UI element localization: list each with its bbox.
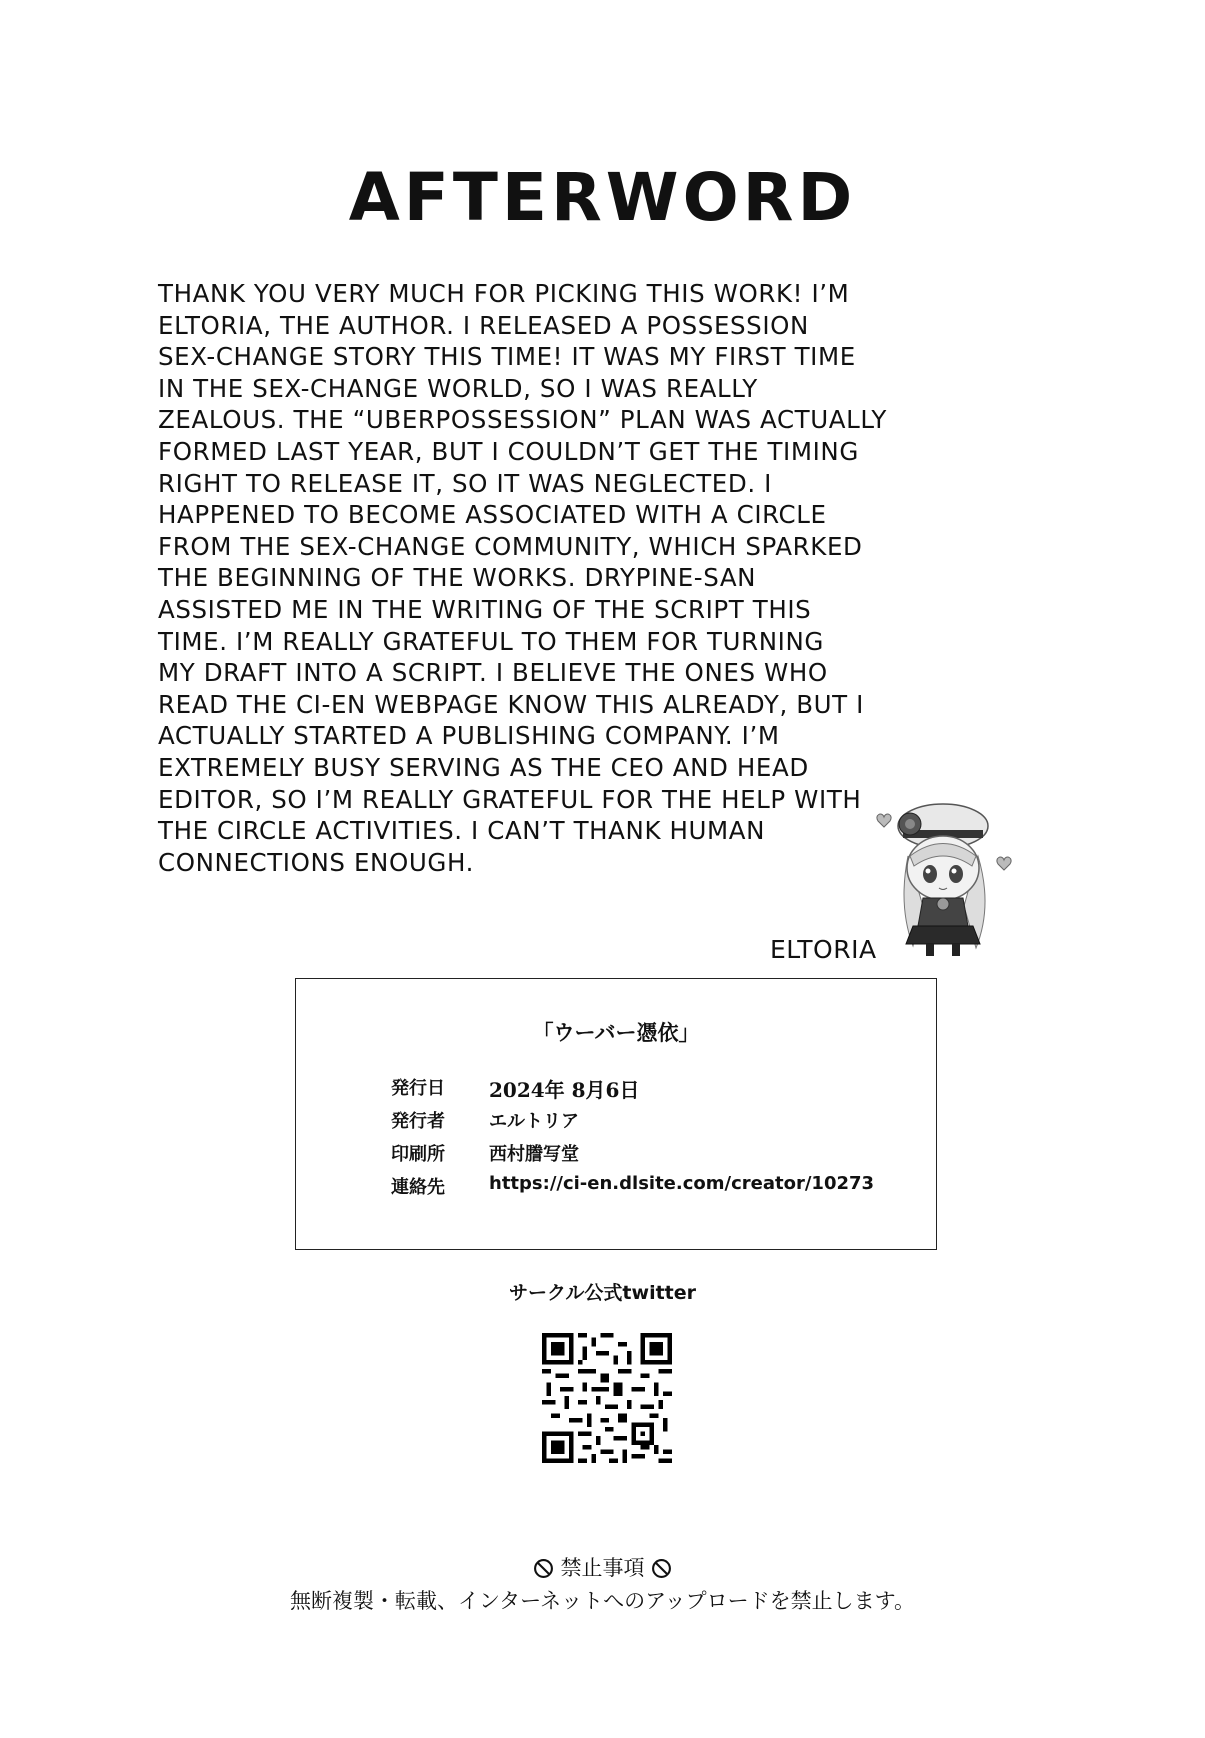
prohibited-icon <box>651 1558 672 1579</box>
afterword-line: FORMED LAST YEAR, BUT I COULDN’T GET THE TIMING <box>158 436 859 466</box>
colophon-value: 西村謄写堂 <box>489 1144 579 1165</box>
afterword-line: ELTORIA, THE AUTHOR. I RELEASED A POSSESSION <box>158 310 809 340</box>
afterword-line: ACTUALLY STARTED A PUBLISHING COMPANY. I’M <box>158 721 780 751</box>
afterword-line: EXTREMELY BUSY SERVING AS THE CEO AND HEAD <box>158 752 809 782</box>
afterword-line: ASSISTED ME IN THE WRITING OF THE SCRIPT THIS <box>158 594 812 624</box>
afterword-line: RIGHT TO RELEASE IT, SO IT WAS NEGLECTED. I <box>158 468 772 498</box>
afterword-text <box>158 278 898 878</box>
afterword-line: IN THE SEX-CHANGE WORLD, SO I WAS REALLY <box>158 373 758 403</box>
prohibition-heading-text: 禁止事項 <box>560 1556 645 1580</box>
afterword-line: ZEALOUS. THE “UBERPOSSESSION” PLAN WAS ACTUALLY <box>158 405 887 435</box>
afterword-line: THE CIRCLE ACTIVITIES. I CAN’T THANK HUMAN <box>158 816 766 846</box>
afterword-line: HAPPENED TO BECOME ASSOCIATED WITH A CIRCLE <box>158 500 827 530</box>
prohibition-text: 無断複製・転載、インターネットへのアップロードを禁止します。 <box>290 1589 915 1613</box>
afterword-line: FROM THE SEX-CHANGE COMMUNITY, WHICH SPARKED <box>158 531 863 561</box>
prohibited-icon <box>533 1558 554 1579</box>
heart-icon <box>997 857 1011 870</box>
afterword-line: TIME. I’M REALLY GRATEFUL TO THEM FOR TURNING <box>158 626 824 656</box>
prohibition-heading <box>0 1552 1205 1582</box>
contact-url: https://ci-en.dlsite.com/creator/10273 <box>489 1173 875 1194</box>
colophon-label: 発行日 <box>391 1078 445 1099</box>
afterword-line: MY DRAFT INTO A SCRIPT. I BELIEVE THE ONES WHO <box>158 658 828 688</box>
afterword-line: SEX-CHANGE STORY THIS TIME! IT WAS MY FIRST TIME <box>158 342 856 372</box>
author-signature: ELTORIA <box>770 935 877 964</box>
colophon-value: 2024年 8月6日 <box>489 1078 640 1102</box>
twitter-label: サークル公式twitter <box>509 1282 696 1304</box>
colophon-value: エルトリア <box>489 1111 579 1132</box>
heart-icon <box>877 814 891 827</box>
afterword-line: EDITOR, SO I’M REALLY GRATEFUL FOR THE HELP WITH <box>158 784 862 814</box>
colophon-label: 発行者 <box>391 1111 445 1132</box>
afterword-line: READ THE CI-EN WEBPAGE KNOW THIS ALREADY, BUT I <box>158 689 864 719</box>
colophon-label: 印刷所 <box>391 1144 445 1165</box>
colophon-label: 連絡先 <box>391 1177 445 1198</box>
afterword-line: THE BEGINNING OF THE WORKS. DRYPINE-SAN <box>158 563 757 593</box>
afterword-line: CONNECTIONS ENOUGH. <box>158 847 474 877</box>
qr-code <box>542 1333 672 1463</box>
author-chibi-illustration <box>868 786 1018 961</box>
afterword-line: THANK YOU VERY MUCH FOR PICKING THIS WORK! I’M <box>158 279 850 308</box>
colophon-box <box>295 978 937 1250</box>
work-title: 「ウーバー憑依」 <box>532 1020 700 1045</box>
page-title: AFTERWORD <box>348 159 857 236</box>
